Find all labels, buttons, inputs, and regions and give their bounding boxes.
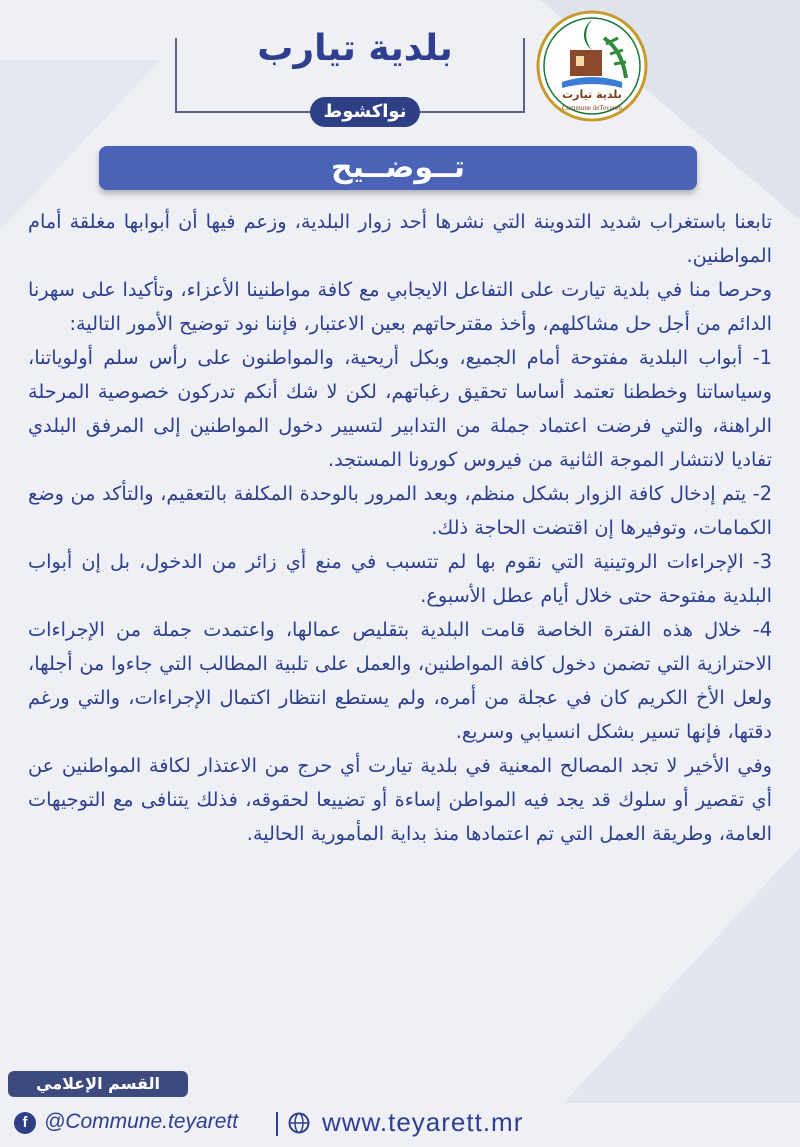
department-label: القسم الإعلامي [8, 1071, 188, 1097]
city-label: نواكشوط [310, 97, 420, 127]
statement-body [28, 205, 772, 1060]
title-banner [99, 146, 697, 190]
header-frame-line [175, 38, 177, 113]
municipality-logo [532, 8, 652, 126]
paragraph: 4- خلال هذه الفترة الخاصة قامت البلدية بتقليص عمالها، واعتمدت جملة من الإجراءات الاحترازية التي تضمن دخول كافة المواطنين، والعمل على تلبية المطالب التي جاءوا من أجلها، ولعل الأخ الكريم كان في عجلة من أمره، ولم يستطع انتظار اكتمال الإجراءات، والتي ورغم دقتها، فإنها تسير بشكل انسيابي وسريع. [28, 618, 772, 743]
logo-arabic-text: بلدية تيارت [562, 88, 622, 101]
paragraph: 2- يتم إدخال كافة الزوار بشكل منظم، وبعد المرور بالوحدة المكلفة بالتعقيم، والتأكد من وضع الكمامات، وتوفيرها إن اقتضت الحاجة ذلك. [28, 482, 772, 539]
paragraph: وفي الأخير لا تجد المصالح المعنية في بلدية تيارت أي حرج من الاعتذار لكافة المواطنين عن أي تقصير أو سلوك قد يجد فيه المواطن إساءة أو تضييعا لحقوقه، فذلك يتنافى مع التوجيهات العامة، وطريقة العمل التي تم اعتمادها منذ بداية المأمورية الحالية. [28, 754, 772, 845]
paragraph: 1- أبواب البلدية مفتوحة أمام الجميع، وبكل أريحية، والمواطنون على رأس سلم أولوياتنا، وسياساتنا وخططنا تعتمد أساسا تحقيق رغباتهم، لكن لا شك أنكم تدركون خصوصية المرحلة الراهنة، والتي فرضت اعتماد جملة من التدابير لتسيير دخول المواطنين إلى المرفق البلدي تفاديا لانتشار الموجة الثانية من فيروس كورونا المستجد. [28, 346, 772, 471]
page-title: تــوضــيح [331, 150, 465, 185]
globe-icon [288, 1112, 310, 1134]
footer-divider [276, 1112, 278, 1136]
paragraph: 3- الإجراءات الروتينية التي نقوم بها لم تتسبب في منع أي زائر من الدخول، بل إن أبواب البلدية مفتوحة حتى خلال أيام عطل الأسبوع. [28, 550, 772, 607]
facebook-handle[interactable]: @Commune.teyarett [44, 1110, 239, 1133]
paragraph: تابعنا باستغراب شديد التدوينة التي نشرها أحد زوار البلدية، وزعم فيها أن أبوابها مغلقة أمام المواطنين. [28, 210, 772, 267]
website-link[interactable]: www.teyarett.mr [322, 1107, 524, 1137]
logo-latin-text: Commune deTeyarett [561, 104, 623, 112]
facebook-icon[interactable]: f [14, 1112, 36, 1134]
footer [0, 1103, 800, 1147]
org-name: بلدية تيارب [257, 28, 453, 69]
paragraph: وحرصا منا في بلدية تيارت على التفاعل الايجابي مع كافة مواطنينا الأعزاء، وتأكيدا على سهرنا الدائم من أجل حل مشاكلهم، وأخذ مقترحاتهم بعين الاعتبار، فإننا نود توضيح الأمور التالية: [28, 278, 772, 335]
header-frame-line [523, 38, 525, 113]
